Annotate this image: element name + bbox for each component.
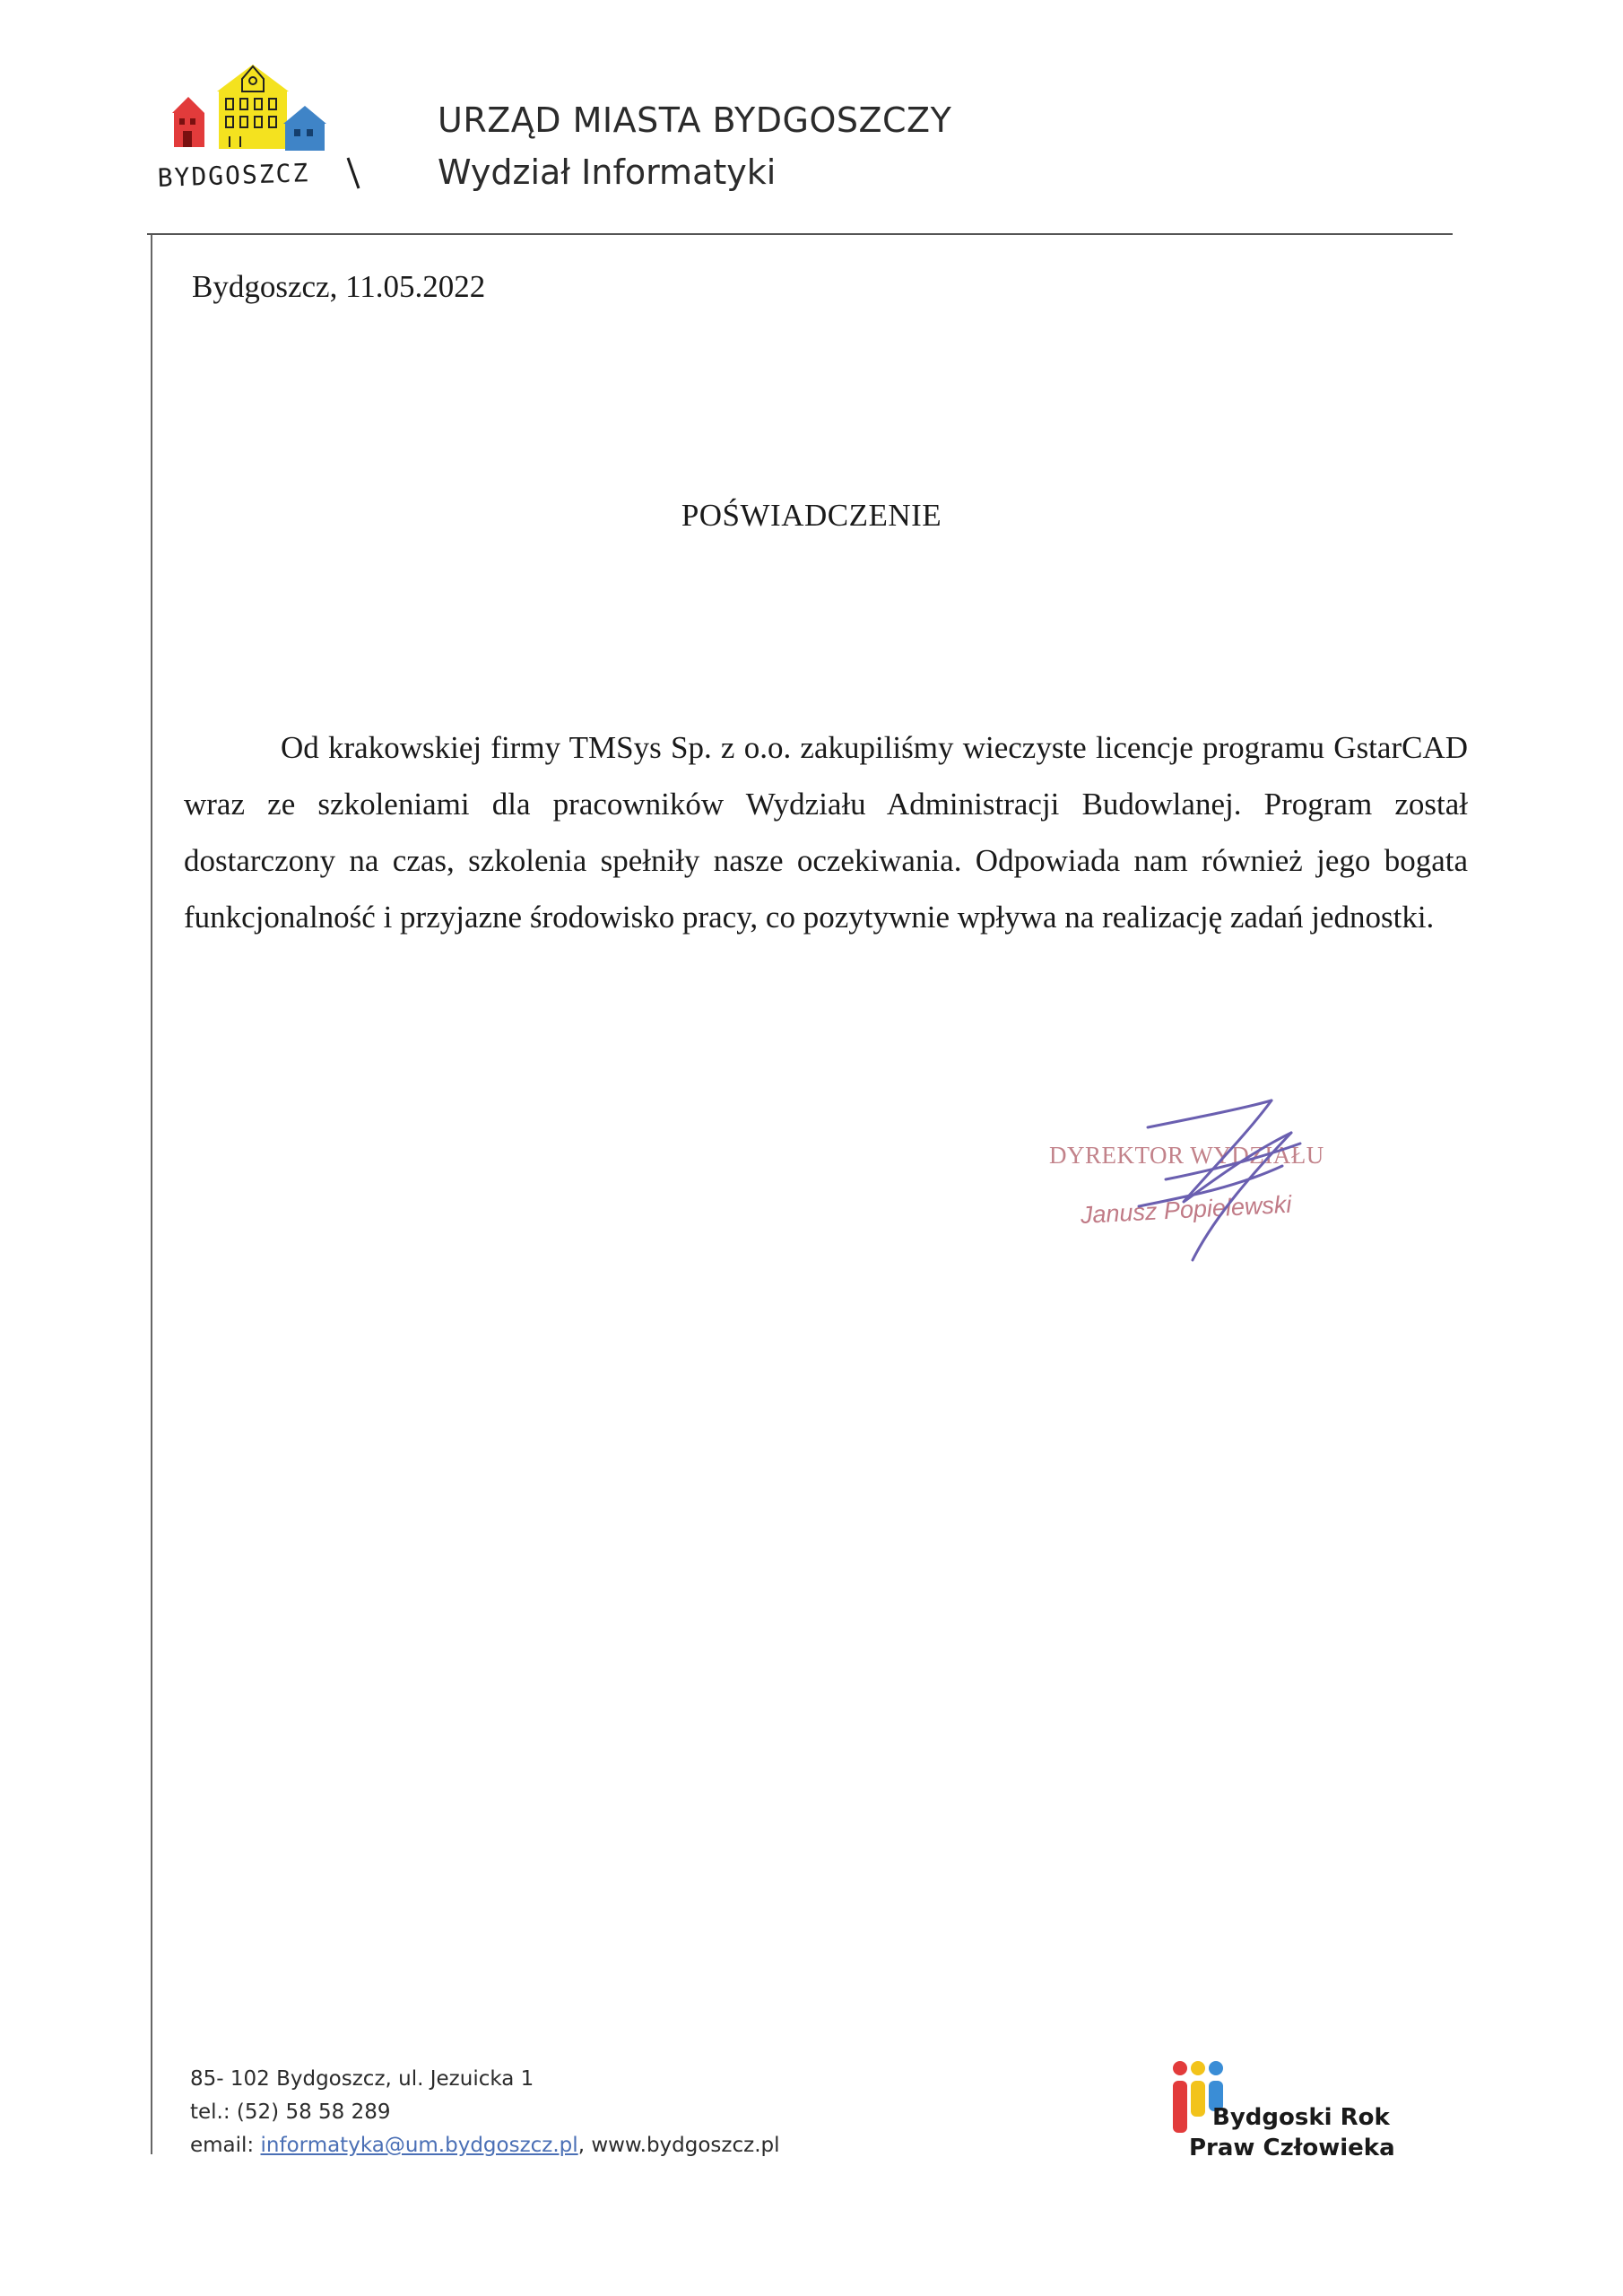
stamp-name: Janusz Popielewski bbox=[1080, 1190, 1293, 1229]
header-divider bbox=[147, 233, 1453, 235]
body-paragraph: Od krakowskiej firmy TMSys Sp. z o.o. zakupiliśmy wieczyste licencje programu GstarCAD wraz ze szkoleniami dla pracowników Wydziału Administracji Budowlanej. Program został dostarczony na czas, szkolenia spełniły nasze oczekiwania. Odpowiada nam również jego bogata funkcjonalność i przyjazne środowisko pracy, co pozytywnie wpływa na realizację zadań jednostki. bbox=[184, 730, 1468, 935]
handwritten-signature bbox=[1031, 1081, 1390, 1278]
director-stamp bbox=[1031, 1081, 1390, 1278]
document-title: POŚWIADCZENIE bbox=[681, 498, 942, 533]
badge-line-1: Bydgoski Rok bbox=[1212, 2104, 1390, 2131]
badge-text bbox=[1189, 2102, 1395, 2163]
office-name: URZĄD MIASTA BYDGOSZCZY bbox=[438, 100, 952, 140]
email-link[interactable]: informatyka@um.bydgoszcz.pl bbox=[260, 2134, 578, 2157]
stamp-title: DYREKTOR WYDZIAŁU bbox=[1049, 1142, 1324, 1169]
email-label: email: bbox=[190, 2134, 261, 2157]
logo-wordmark: BYDGOSZCZ bbox=[157, 158, 310, 193]
email-line bbox=[190, 2129, 780, 2162]
phone: tel.: (52) 58 58 289 bbox=[190, 2100, 391, 2124]
address: 85- 102 Bydgoszcz, ul. Jezuicka 1 bbox=[190, 2067, 534, 2091]
bydgoszcz-city-logo bbox=[154, 61, 369, 196]
website: www.bydgoszcz.pl bbox=[591, 2134, 780, 2157]
contact-block bbox=[190, 2063, 780, 2162]
email-separator: , bbox=[577, 2134, 592, 2157]
city-houses-logo-image bbox=[154, 61, 369, 196]
badge-line-2: Praw Człowieka bbox=[1189, 2135, 1395, 2161]
department-name: Wydział Informatyki bbox=[438, 152, 777, 192]
document-date: Bydgoszcz, 11.05.2022 bbox=[192, 269, 486, 304]
document-body bbox=[184, 719, 1468, 945]
human-rights-year-badge bbox=[1162, 2054, 1395, 2179]
